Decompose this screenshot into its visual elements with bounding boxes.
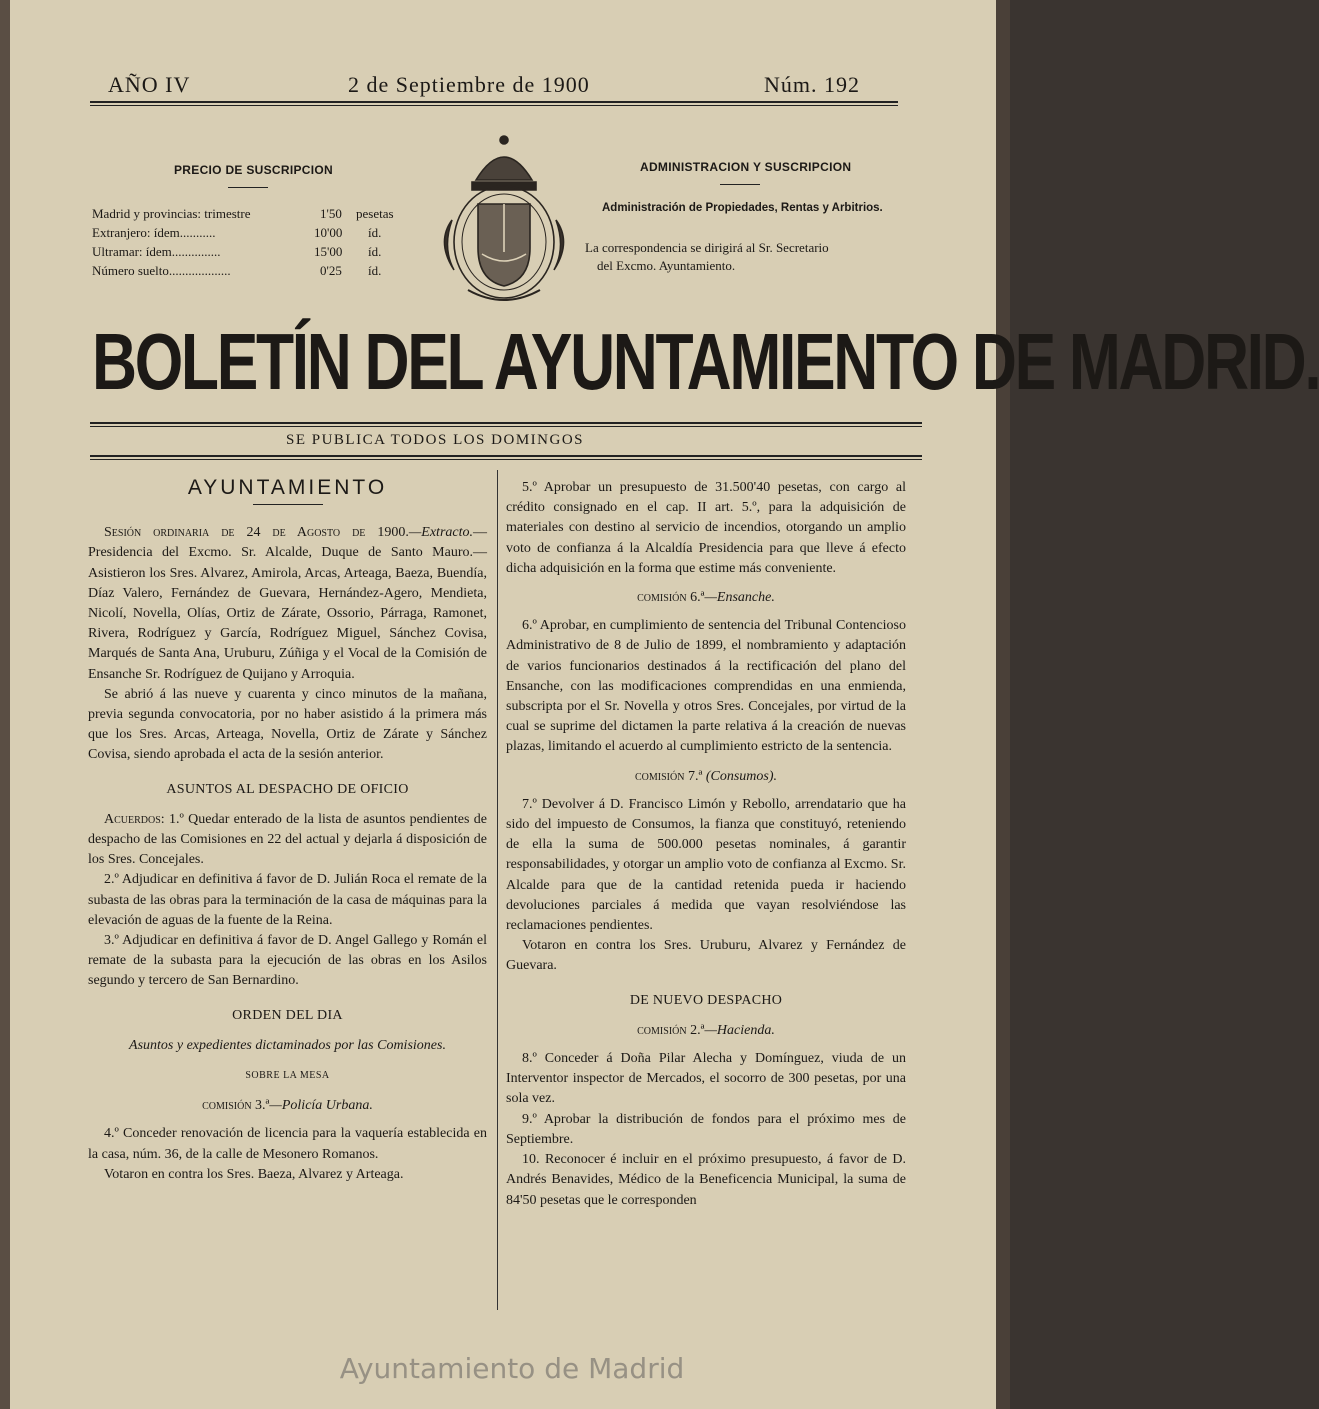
agreement-4: 4.º Conceder renovación de licencia para la vaquería establecida en la casa, núm. 36, de la calle de Mesonero Romanos. — [88, 1126, 487, 1162]
agreement-9: 9.º Aprobar la distribución de fondos para el próximo mes de Septiembre. — [506, 1111, 906, 1147]
issue-number: Núm. 192 — [764, 72, 860, 97]
subscription-label: Número suelto................... — [92, 263, 231, 278]
archive-watermark: Ayuntamiento de Madrid — [339, 1352, 685, 1385]
session-heading: Sesión ordinaria de 24 de Agosto de 1900. — [104, 525, 409, 541]
publication-frequency: SE PUBLICA TODOS LOS DOMINGOS — [286, 432, 584, 448]
title-rule-thin — [90, 426, 922, 427]
agreement-1-text: 1.º Quedar enterado de la lista de asuntos pendientes de despacho de las Comisiones en 22 del actual y dejarla á disposición de los Sres. Concejales. — [88, 811, 487, 868]
section-title: AYUNTAMIENTO — [187, 476, 388, 499]
subscription-price: 10'00 — [314, 225, 343, 240]
agreement-2: 2.º Adjudicar en definitiva á favor de D. Julián Roca el remate de la subasta de las obras para la terminación de la casa de máquinas para la elevación de aguas de la fuente de la Reina. — [88, 872, 487, 928]
subscription-price: 15'00 — [314, 244, 343, 259]
commission-3-name: —Policía Urbana. — [269, 1098, 373, 1114]
commission-7-label: comisión 7.ª — [635, 768, 703, 784]
madrid-coat-of-arms-icon — [428, 130, 580, 306]
subscription-label: Madrid y provincias: trimestre — [92, 206, 251, 221]
vote-note: Votaron en contra los Sres. Baeza, Alvarez y Arteaga. — [104, 1166, 404, 1182]
commission-3-label: comisión 3.ª — [202, 1098, 270, 1114]
subtitle-rule — [90, 455, 922, 457]
subscription-unit: íd. — [368, 225, 382, 240]
heading-nuevo-despacho: DE NUEVO DESPACHO — [629, 992, 783, 1008]
heading-comision-6 — [506, 588, 906, 608]
title-rule — [90, 422, 922, 424]
correspondence-line: La correspondencia se dirigirá al Sr. Secretario — [585, 240, 829, 255]
subscription-dash — [228, 187, 268, 188]
heading-asuntos: ASUNTOS AL DESPACHO DE OFICIO — [166, 781, 409, 797]
subscription-label: Ultramar: ídem............... — [92, 244, 221, 259]
heading-comision-7 — [506, 767, 906, 787]
agreement-10: 10. Reconocer é incluir en el próximo presupuesto, á favor de D. Andrés Benavides, Médico de la Beneficencia Municipal, la suma de 84'50 pesetas que le corresponden — [506, 1152, 906, 1208]
session-paragraph — [88, 523, 487, 685]
subscription-price: 0'25 — [320, 263, 342, 278]
subscription-row — [82, 225, 402, 244]
agreement-7: 7.º Devolver á D. Francisco Limón y Rebollo, arrendatario que ha sido del impuesto de Consumos, la fianza que constituyó, reteniendo de ella la suma de 500.000 pesetas nominales, á garantir responsabilidades, y otorgar un amplio voto de confianza al Excmo. Sr. Alcalde para que de la cantidad retenida pueda ir haciendo devoluciones parciales á medida que vayan resolviéndose las reclamaciones pendientes. — [506, 796, 906, 934]
subscription-label: Extranjero: ídem........... — [92, 225, 216, 240]
subscription-unit: íd. — [368, 263, 382, 278]
newspaper-title: BOLETÍN DEL AYUNTAMIENTO DE MADRID. — [92, 317, 1319, 406]
subscription-row — [82, 244, 402, 263]
agreement-5: 5.º Aprobar un presupuesto de 31.500'40 pesetas, con cargo al crédito consignado en el cap. II art. 5.º, para la adquisición de materiales con destino al servicio de incendios, otorgando un amplio voto de confianza á la Alcaldía Presidencia para que lleve á efecto dicha adquisición en la forma que estime más conveniente. — [506, 480, 906, 576]
heading-comision-2 — [506, 1021, 906, 1041]
heading-sobre-mesa: SOBRE LA MESA — [245, 1070, 330, 1082]
commission-2-name: —Hacienda. — [704, 1022, 775, 1038]
subscription-unit: pesetas — [356, 206, 394, 221]
issue-year: AÑO IV — [108, 72, 191, 97]
session-attendance: —Presidencia del Excmo. Sr. Alcalde, Duque de Santo Mauro.—Asistieron los Sres. Alvarez, Amirola, Arcas, Arteaga, Baeza, Buendía, Díaz Valero, Fernández de Guevara, Hernández-Agero, Mendieta, Nicolí, Novella, Olías, Ortiz de Zárate, Ossorio, Párraga, Ramonet, Rivera, Rodríguez y García, Rodríguez Miguel, Sánchez Covisa, Marqués de Santa Ana, Uruburu, Zúñiga y el Vocal de la Comisión de Ensanche Sr. Rodríguez de Quijano y Arroquia. — [88, 525, 487, 682]
heading-expedientes: Asuntos y expedientes dictaminados por las Comisiones. — [129, 1037, 446, 1053]
column-divider — [497, 470, 498, 1310]
extract-label: —Extracto. — [408, 525, 473, 541]
subscription-heading: PRECIO DE SUSCRIPCION — [174, 163, 333, 177]
agreement-3: 3.º Adjudicar en definitiva á favor de D. Angel Gallego y Román el remate de la subasta para la ejecución de las obras en los Asilos segundo y tercero de San Bernardino. — [88, 933, 487, 989]
commission-6-name: —Ensanche. — [704, 590, 775, 606]
subscription-price: 1'50 — [320, 206, 342, 221]
section-rule — [253, 504, 323, 505]
page-edge — [996, 0, 1010, 1409]
agreements-label: Acuerdos: — [104, 811, 165, 827]
subscription-row — [82, 206, 402, 225]
book-binding — [0, 0, 10, 1409]
commission-2-label: comisión 2.ª — [637, 1022, 705, 1038]
agreement-8: 8.º Conceder á Doña Pilar Alecha y Domínguez, viuda de un Interventor inspector de Mercados, el socorro de 300 pesetas, por una sola vez. — [506, 1051, 906, 1107]
administration-office: Administración de Propiedades, Rentas y Arbitrios. — [602, 202, 883, 214]
vote-note: Votaron en contra los Sres. Uruburu, Alvarez y Fernández de Guevara. — [506, 938, 906, 974]
heading-orden: ORDEN DEL DIA — [232, 1007, 343, 1023]
administration-heading: ADMINISTRACION Y SUSCRIPCION — [640, 160, 852, 174]
commission-6-label: comisión 6.ª — [637, 590, 705, 606]
masthead-rule — [90, 101, 898, 103]
subscription-unit: íd. — [368, 244, 382, 259]
agreement-1 — [88, 810, 487, 871]
administration-dash — [720, 184, 760, 185]
left-column — [88, 478, 487, 1185]
subscription-row — [82, 263, 402, 282]
right-column — [506, 478, 906, 1211]
issue-date: 2 de Septiembre de 1900 — [348, 72, 590, 97]
correspondence-line-2: del Excmo. Ayuntamiento. — [597, 258, 736, 273]
masthead-rule-thin — [90, 105, 898, 106]
session-opening: Se abrió á las nueve y cuarenta y cinco minutos de la mañana, previa segunda convocatoria, por no haber asistido á la primera más que los Sres. Arcas, Arteaga, Novella, Ortiz de Zárate y Sánchez Covisa, siendo aprobada el acta de la sesión anterior. — [88, 686, 487, 763]
commission-7-name: (Consumos). — [705, 768, 777, 784]
subtitle-rule-thin — [90, 459, 922, 460]
agreement-6: 6.º Aprobar, en cumplimiento de sentencia del Tribunal Contencioso Administrativo de 8 de Julio de 1899, el nombramiento y adaptación de varios funcionarios destinados á la rectificación del plano del Ensanche, con las modificaciones comprendidas en una enmienda, subscripta por el Sr. Novella y otros Sres. Concejales, por virtud de la cual se suprime del dictamen la parte relativa á la creación de nuevas plazas, limitando el acuerdo al cumplimiento estricto de la sentencia. — [506, 618, 906, 755]
heading-comision-3 — [88, 1096, 487, 1116]
